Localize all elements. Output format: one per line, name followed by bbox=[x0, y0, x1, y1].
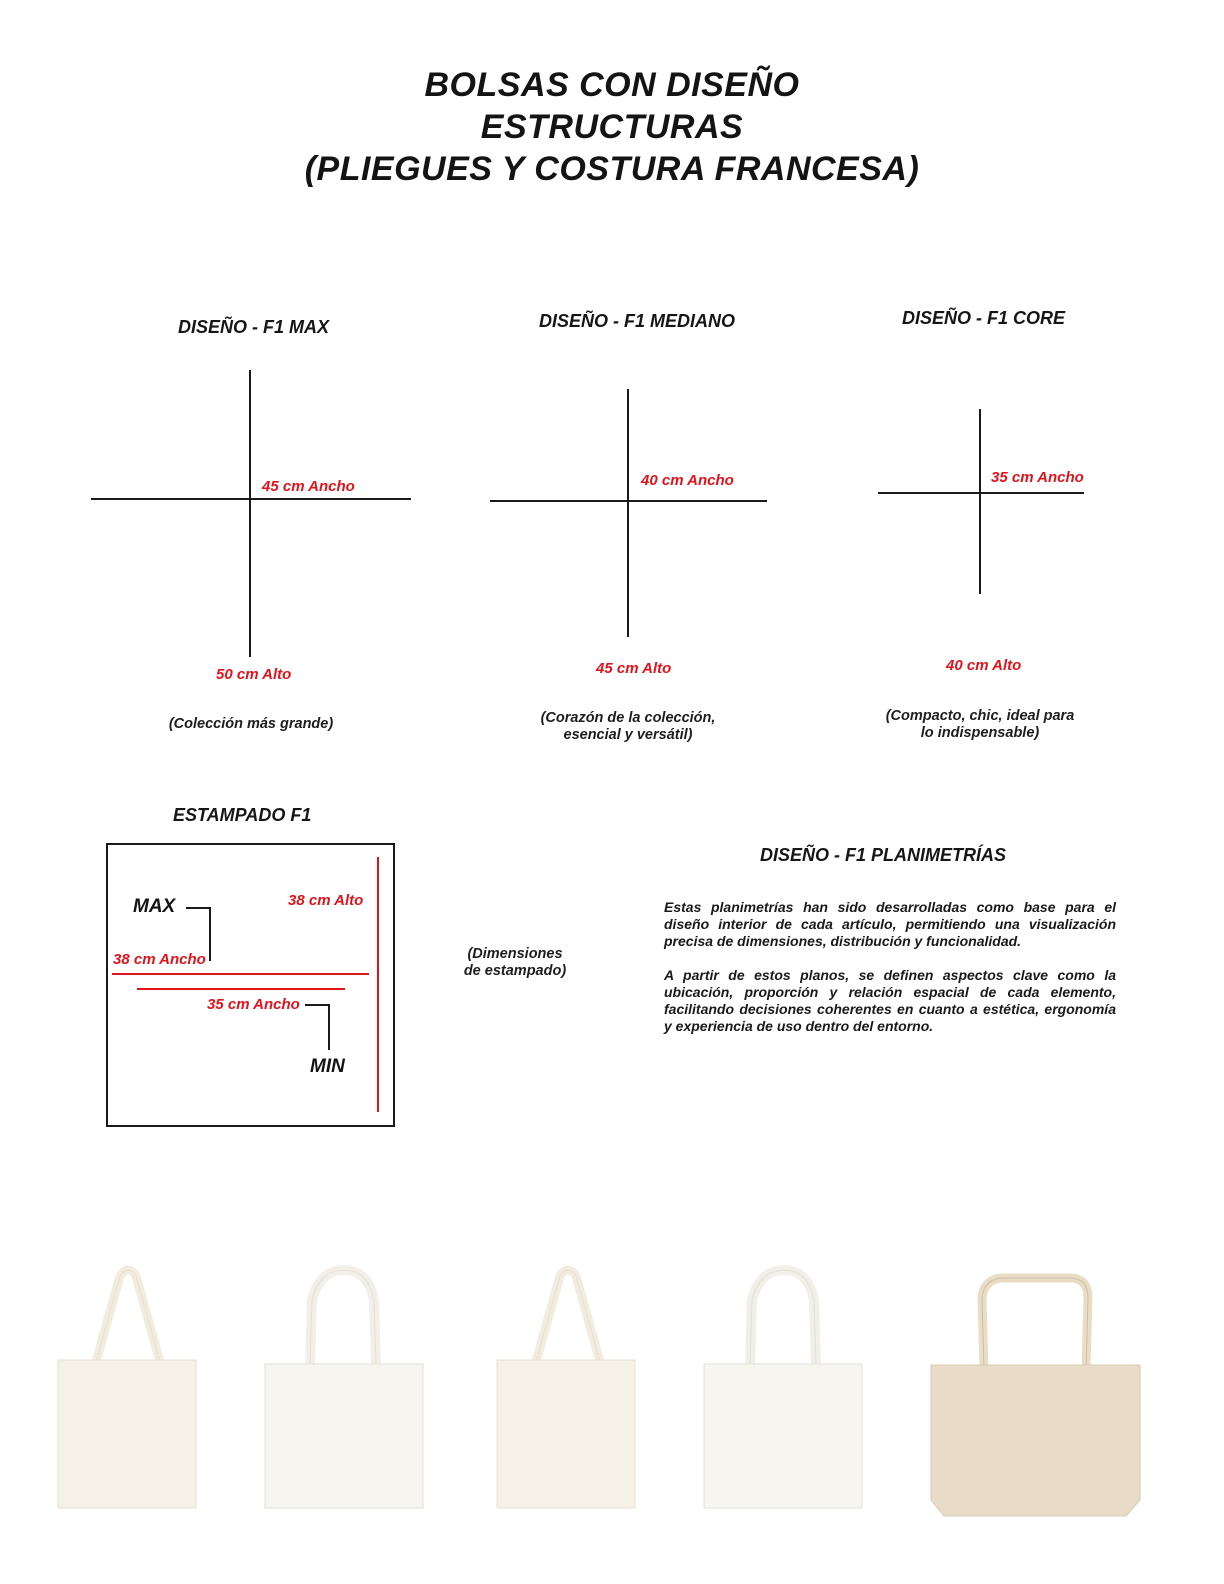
print-note bbox=[440, 946, 590, 980]
tote-bag-cream-narrow-handle-icon bbox=[58, 1270, 196, 1508]
print-max-label: MAX bbox=[133, 896, 176, 917]
design-max-height-line bbox=[249, 370, 251, 657]
bag-gallery bbox=[0, 1250, 1224, 1540]
design-core-width-label: 35 cm Ancho bbox=[991, 469, 1084, 486]
print-max-width-label: 38 cm Ancho bbox=[113, 951, 206, 968]
design-mediano-height-label: 45 cm Alto bbox=[596, 660, 672, 677]
planimetry-text bbox=[664, 899, 1116, 1052]
design-mediano-note bbox=[508, 710, 748, 744]
print-max-height-line bbox=[377, 857, 379, 1112]
print-min-leader-horizontal bbox=[305, 1004, 330, 1006]
tote-bag-white-wide-handle-icon bbox=[704, 1270, 862, 1508]
design-max-width-line bbox=[91, 498, 411, 500]
print-max-width-line bbox=[112, 973, 369, 975]
print-min-label: MIN bbox=[310, 1056, 345, 1077]
print-area-box bbox=[106, 843, 395, 1127]
design-max-height-label: 50 cm Alto bbox=[216, 666, 292, 683]
print-heading: ESTAMPADO F1 bbox=[173, 805, 312, 825]
print-max-leader-vertical bbox=[209, 907, 211, 961]
design-core-heading: DISEÑO - F1 CORE bbox=[902, 308, 1066, 328]
design-mediano-heading: DISEÑO - F1 MEDIANO bbox=[539, 311, 736, 331]
design-mediano-width-label: 40 cm Ancho bbox=[641, 472, 734, 489]
print-note-line-2: de estampado) bbox=[463, 963, 567, 979]
design-mediano-height-line bbox=[627, 389, 629, 637]
title-line-3: (PLIEGUES Y COSTURA FRANCESA) bbox=[304, 150, 920, 188]
design-max-note: (Colección más grande) bbox=[168, 716, 334, 732]
title-line-2: ESTRUCTURAS bbox=[480, 108, 744, 146]
title-line-1: BOLSAS CON DISEÑO bbox=[424, 66, 800, 104]
print-min-width-label: 35 cm Ancho bbox=[207, 996, 300, 1013]
planimetry-paragraph-2: A partir de estos planos, se definen aspectos clave como la ubicación, proporción y relación espacial de cada elemento, facilitando decisiones coherentes en cuanto a estética, ergonomía y experiencia de uso dentro del entorno. bbox=[664, 967, 1116, 1034]
design-core-height-line bbox=[979, 409, 981, 594]
design-core-height-label: 40 cm Alto bbox=[946, 657, 1022, 674]
design-max-heading: DISEÑO - F1 MAX bbox=[178, 317, 330, 337]
design-core-note-line-2: lo indispensable) bbox=[920, 725, 1040, 741]
print-note-line-1: (Dimensiones bbox=[467, 946, 563, 962]
design-core-note-line-1: (Compacto, chic, ideal para bbox=[885, 708, 1075, 724]
design-mediano-note-line-1: (Corazón de la colección, bbox=[540, 710, 716, 726]
design-core-note bbox=[860, 708, 1100, 742]
print-min-width-line bbox=[137, 988, 345, 990]
print-max-leader-horizontal bbox=[186, 907, 211, 909]
design-mediano-note-line-2: esencial y versátil) bbox=[563, 727, 693, 743]
tote-bag-white-wide-handle-icon bbox=[265, 1270, 423, 1508]
print-min-leader-vertical bbox=[328, 1004, 330, 1050]
planimetry-paragraph-1: Estas planimetrías han sido desarrolladas como base para el diseño interior de cada artículo, permitiendo una visualización precisa de dimensiones, distribución y funcionalidad. bbox=[664, 899, 1116, 949]
design-max-width-label: 45 cm Ancho bbox=[262, 478, 355, 495]
planimetry-heading: DISEÑO - F1 PLANIMETRÍAS bbox=[760, 845, 1007, 865]
tote-bag-cream-narrow-handle-icon bbox=[497, 1270, 635, 1508]
page-title bbox=[0, 64, 1224, 190]
design-core-width-line bbox=[878, 492, 1084, 494]
print-max-height-label: 38 cm Alto bbox=[288, 892, 364, 909]
tote-bag-natural-canvas-large-icon bbox=[931, 1278, 1140, 1516]
